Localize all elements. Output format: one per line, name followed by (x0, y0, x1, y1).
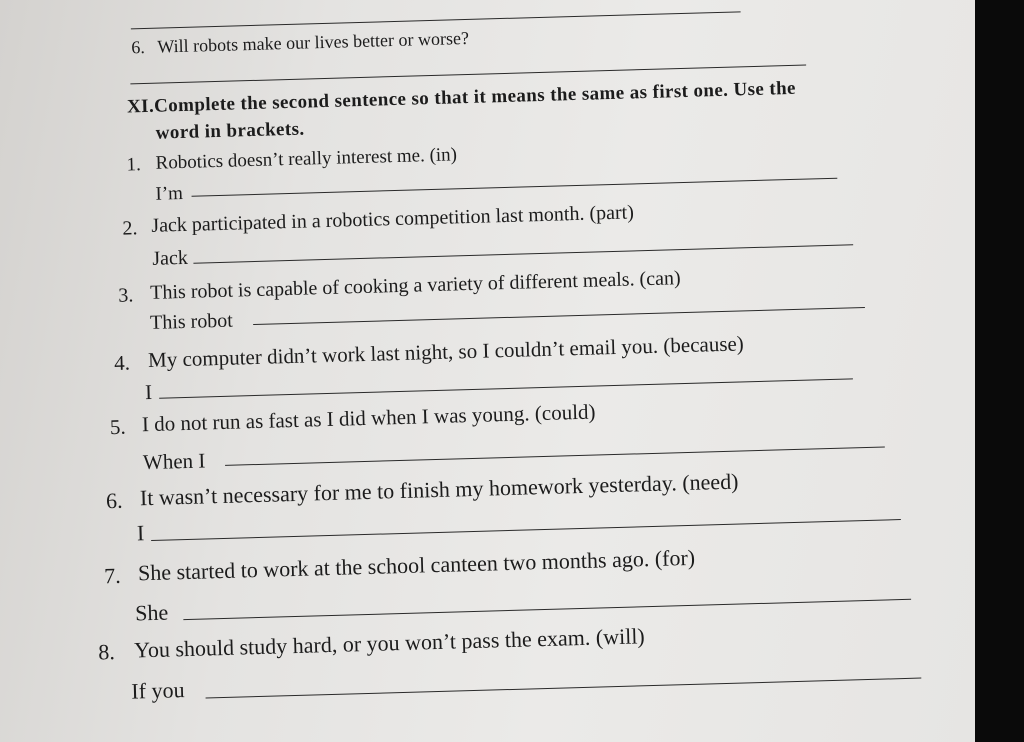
background-edge (975, 0, 1024, 742)
item-number: 5. (109, 414, 127, 440)
item-number: 8. (97, 639, 116, 665)
item-sentence: You should study hard, or you won’t pass the exam. (will) (133, 623, 646, 663)
item-start: I (144, 379, 153, 405)
answer-line[interactable] (253, 307, 865, 325)
item-number: 7. (103, 562, 121, 589)
item-number: 4. (113, 350, 131, 375)
item-start: When I (142, 448, 206, 475)
item-number: 6. (105, 487, 123, 514)
prev-question (131, 28, 469, 58)
item-sentence: She started to work at the school canteen two months ago. (for) (137, 544, 696, 586)
prev-question-text: Will robots make our lives better or worse? (157, 27, 470, 57)
prev-question-number: 6. (131, 36, 146, 58)
item-number: 3. (117, 284, 134, 307)
item-start: I (136, 520, 145, 546)
item-sentence: This robot is capable of cooking a variety of different meals. (can) (149, 267, 681, 304)
section-title: XI.Complete the second sentence so that it means the same as first one. Use the (126, 77, 797, 118)
item-start: Jack (151, 246, 189, 270)
answer-line (131, 11, 741, 29)
item-number: 2. (122, 217, 138, 240)
answer-line[interactable] (183, 599, 911, 620)
answer-line[interactable] (206, 678, 922, 699)
answer-line[interactable] (159, 378, 853, 398)
item-start: If you (130, 677, 185, 704)
answer-line[interactable] (151, 519, 901, 541)
item-sentence: Jack participated in a robotics competition last month. (part) (151, 201, 635, 237)
item-start: She (134, 599, 169, 626)
item-sentence: I do not run as fast as I did when I was young. (could) (141, 399, 596, 437)
answer-line[interactable] (225, 446, 885, 465)
item-start: I’m (155, 182, 184, 205)
item-sentence: My computer didn’t work last night, so I couldn’t email you. (because) (147, 331, 745, 373)
item-start: This robot (149, 309, 234, 334)
item-sentence: It wasn’t necessary for me to finish my homework yesterday. (need) (139, 468, 739, 511)
answer-line[interactable] (193, 244, 853, 263)
item-sentence: Robotics doesn’t really interest me. (in) (155, 144, 458, 174)
item-number: 1. (126, 154, 142, 176)
answer-line[interactable] (192, 178, 838, 197)
section-title-cont: word in brackets. (155, 118, 305, 144)
